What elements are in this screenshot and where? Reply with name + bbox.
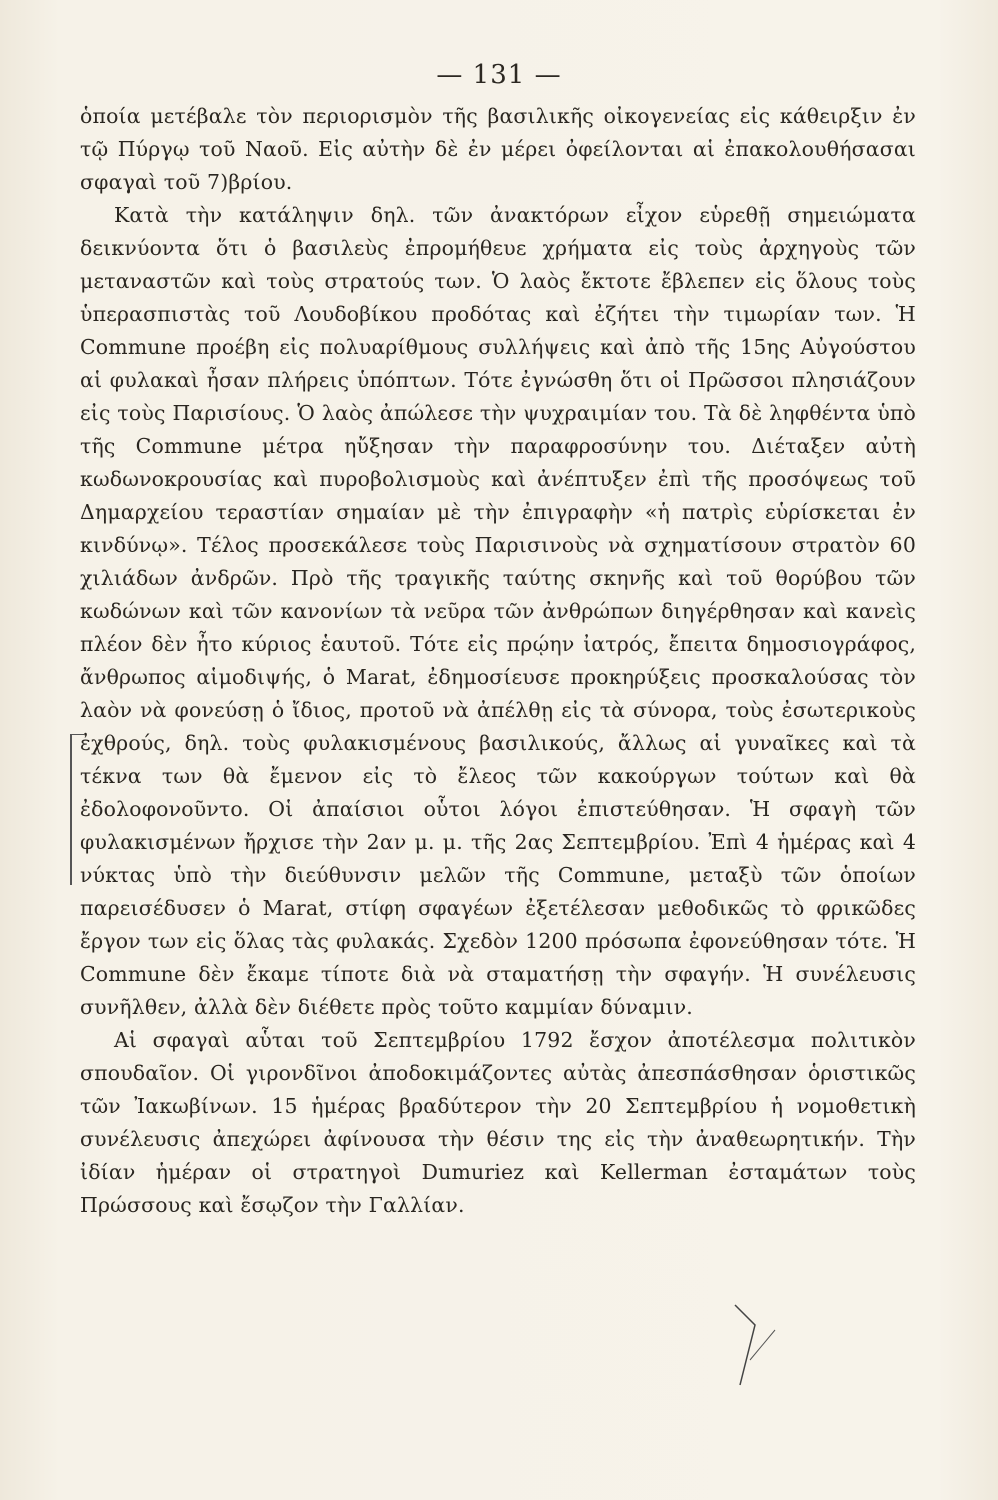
body-text — [80, 100, 916, 1222]
page-number: — 131 — — [436, 60, 562, 90]
margin-bracket-mark — [70, 734, 84, 885]
paragraph-1: ὁποία μετέβαλε τὸν περιορισμὸν τῆς βασιλικῆς οἰκογενείας εἰς κάθειρξιν ἐν τῷ Πύργῳ τοῦ Ναοῦ. Εἰς αὐτὴν δὲ ἐν μέρει ὀφείλονται αἱ ἐπακολουθήσασαι σφαγαὶ τοῦ 7)βρίου. — [80, 104, 916, 194]
paragraph-2: Κατὰ τὴν κατάληψιν δηλ. τῶν ἀνακτόρων εἶχον εὑρεθῇ σημειώματα δεικνύοντα ὅτι ὁ βασιλεὺς ἐπρομήθευε χρήματα εἰς τοὺς ἀρχηγοὺς τῶν μεταναστῶν καὶ τοὺς στρατούς των. Ὁ λαὸς ἔκτοτε ἔβλεπεν εἰς ὅλους τοὺς ὑπερασπιστὰς τοῦ Λουδοβίκου προδότας καὶ ἐζήτει τὴν τιμωρίαν των. Ἡ Commune προέβη εἰς πολυαρίθμους συλλήψεις καὶ ἀπὸ τῆς 15ης Αὐγούστου αἱ φυλακαὶ ἦσαν πλήρεις ὑπόπτων. Τότε ἐγνώσθη ὅτι οἱ Πρῶσσοι πλησιάζουν εἰς τοὺς Παρισίους. Ὁ λαὸς ἀπώλεσε τὴν ψυχραιμίαν του. Τὰ δὲ ληφθέντα ὑπὸ τῆς Commune μέτρα ηὔξησαν τὴν παραφροσύνην του. Διέταξεν αὐτὴ κωδωνοκρουσίας καὶ πυροβολισμοὺς καὶ ἀνέπτυξεν ἐπὶ τῆς προσόψεως τοῦ Δημαρχείου τεραστίαν σημαίαν μὲ τὴν ἐπιγραφὴν «ἡ πατρὶς εὑρίσκεται ἐν κινδύνῳ». Τέλος προσεκάλεσε τοὺς Παρισινοὺς νὰ σχηματίσουν στρατὸν 60 χιλιάδων ἀνδρῶν. Πρὸ τῆς τραγικῆς ταύτης σκηνῆς καὶ τοῦ θορύβου τῶν κωδώνων καὶ τῶν κανονίων τὰ νεῦρα τῶν ἀνθρώπων διηγέρθησαν καὶ κανεὶς πλέον δὲν ἦτο κύριος ἑαυτοῦ. Τότε εἰς πρῴην ἰατρός, ἔπειτα δημοσιογράφος, ἄνθρωπος αἱμοδιψής, ὁ Marat, ἐδημοσίευσε προκηρύξεις προσκαλούσας τὸν λαὸν νὰ φονεύσῃ ὁ ἴδιος, προτοῦ νὰ ἀπέλθῃ εἰς τὰ σύνορα, τοὺς ἐσωτερικοὺς ἐχθρούς, δηλ. τοὺς φυλακισμένους βασιλικούς, ἄλλως αἱ γυναῖκες καὶ τὰ τέκνα των θὰ ἔμενον εἰς τὸ ἔλεος τῶν κακούργων τούτων καὶ θὰ ἐδολοφονοῦντο. Οἱ ἀπαίσιοι οὗτοι λόγοι ἐπιστεύθησαν. Ἡ σφαγὴ τῶν φυλακισμένων ἤρχισε τὴν 2αν μ. μ. τῆς 2ας Σεπτεμβρίου. Ἐπὶ 4 ἡμέρας καὶ 4 νύκτας ὑπὸ τὴν διεύθυνσιν μελῶν τῆς Commune, μεταξὺ τῶν ὁποίων παρεισέδυσεν ὁ Marat, στίφη σφαγέων ἐξετέλεσαν μεθοδικῶς τὸ φρικῶδες ἔργον των εἰς ὅλας τὰς φυλακάς. Σχεδὸν 1200 πρόσωπα ἐφονεύθησαν τότε. Ἡ Commune δὲν ἔκαμε τίποτε διὰ νὰ σταματήσῃ τὴν σφαγήν. Ἡ συνέλευσις συνῆλθεν, ἀλλὰ δὲν διέθετε πρὸς τοῦτο καμμίαν δύναμιν. — [80, 203, 916, 1019]
paragraph-3: Αἱ σφαγαὶ αὗται τοῦ Σεπτεμβρίου 1792 ἔσχον ἀποτέλεσμα πολιτικὸν σπουδαῖον. Οἱ γιρονδῖνοι ἀποδοκιμάζοντες αὐτὰς ἀπεσπάσθησαν ὁριστικῶς τῶν Ἰακωβίνων. 15 ἡμέρας βραδύτερον τὴν 20 Σεπτεμβρίου ἡ νομοθετικὴ συνέλευσις ἀπεχώρει ἀφίνουσα τὴν θέσιν της εἰς τὴν ἀναθεωρητικήν. Τὴν ἰδίαν ἡμέραν οἱ στρατηγοὶ Dumuriez καὶ Kellerman ἐσταμάτων τοὺς Πρώσσους καὶ ἔσῳζον τὴν Γαλλίαν. — [80, 1028, 916, 1217]
pen-stroke-mark — [730, 1300, 790, 1390]
